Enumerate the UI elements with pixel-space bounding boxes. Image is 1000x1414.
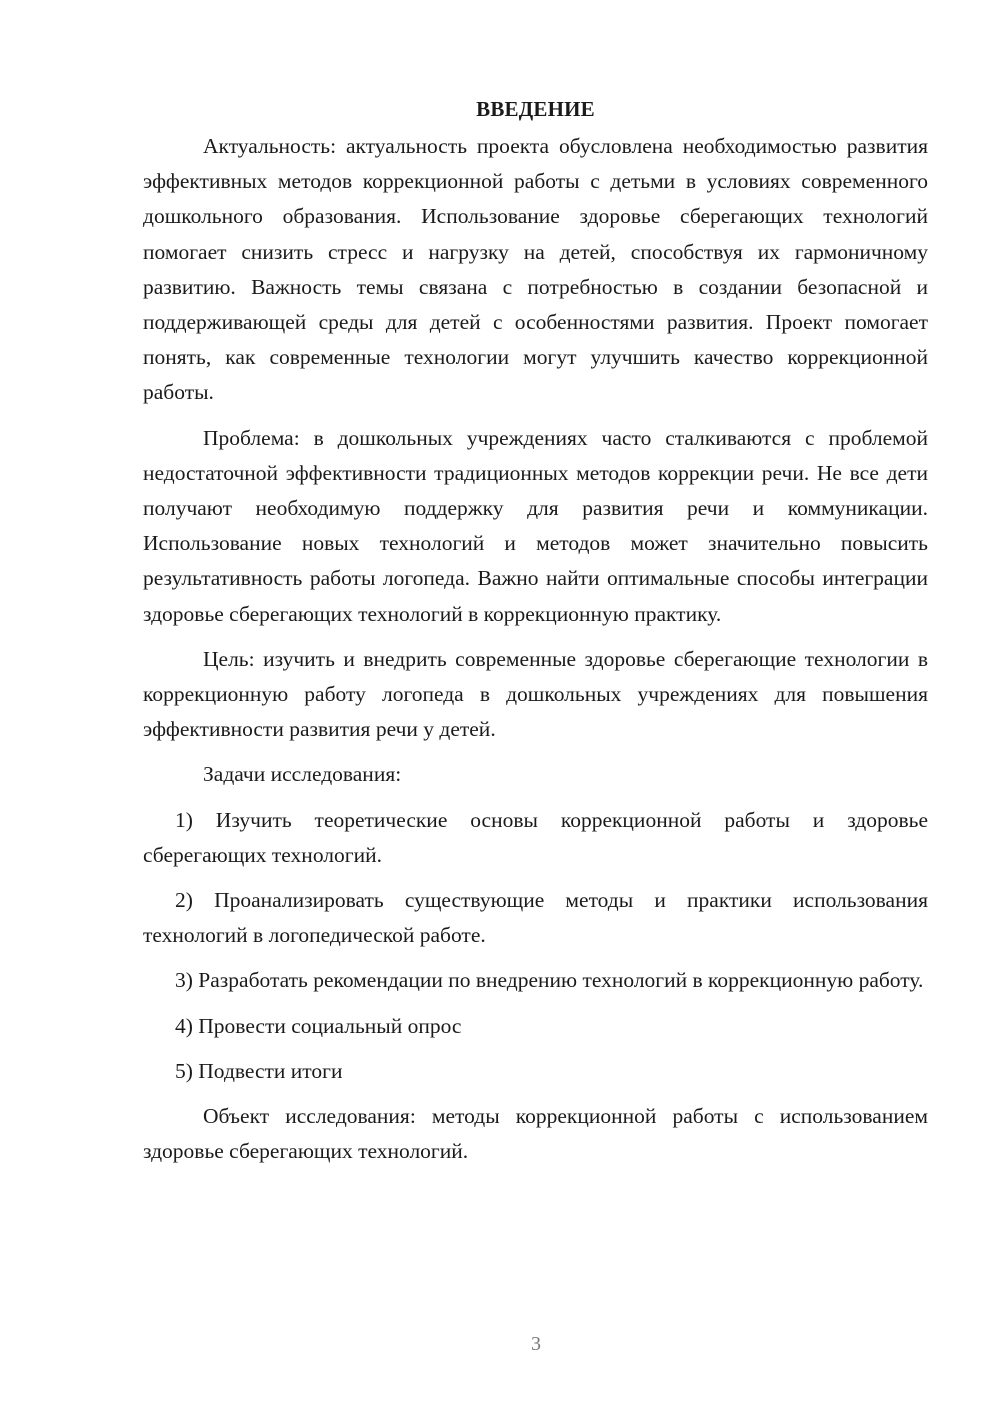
page-number: 3 [531, 1333, 541, 1355]
section-heading: ВВЕДЕНИЕ [476, 97, 595, 121]
task-item-5: 5) Подвести итоги [175, 1058, 343, 1083]
task-item-3: 3) Разработать рекомендации по внедрению технологий в коррекционную работу. [175, 968, 924, 993]
goal-paragraph: Цель: изучить и внедрить современные здоровье сберегающие технологии в коррекционную работу логопеда в дошкольных учреждениях для повышения эффективности развития речи у детей. [143, 646, 928, 742]
document-page [143, 92, 928, 1179]
task-item-4: 4) Провести социальный опрос [175, 1013, 462, 1038]
problem-paragraph: Проблема: в дошкольных учреждениях часто сталкиваются с проблемой недостаточной эффективности традиционных методов коррекции речи. Не все дети получают необходимую поддержку для развития речи и коммуникации. Использование новых технологий и методов может значительно повысить результативность работы логопеда. Важно найти оптимальные способы интеграции здоровье сберегающих технологий в коррекционную практику. [143, 425, 928, 626]
object-paragraph: Объект исследования: методы коррекционной работы с использованием здоровье сберегающих технологий. [143, 1104, 928, 1164]
task-item-2: 2) Проанализировать существующие методы и практики использования технологий в логопедической работе. [143, 888, 928, 948]
relevance-paragraph: Актуальность: актуальность проекта обусловлена необходимостью развития эффективных методов коррекционной работы с детьми в условиях современного дошкольного образования. Использование здоровье сберегающих технологий помогает снизить стресс и нагрузку на детей, способствуя их гармоничному развитию. Важность темы связана с потребностью в создании безопасной и поддерживающей среды для детей с особенностями развития. Проект помогает понять, как современные технологии могут улучшить качество коррекционной работы. [143, 134, 928, 405]
tasks-title: Задачи исследования: [203, 762, 402, 787]
task-item-1: 1) Изучить теоретические основы коррекционной работы и здоровье сберегающих технологий. [143, 807, 928, 867]
